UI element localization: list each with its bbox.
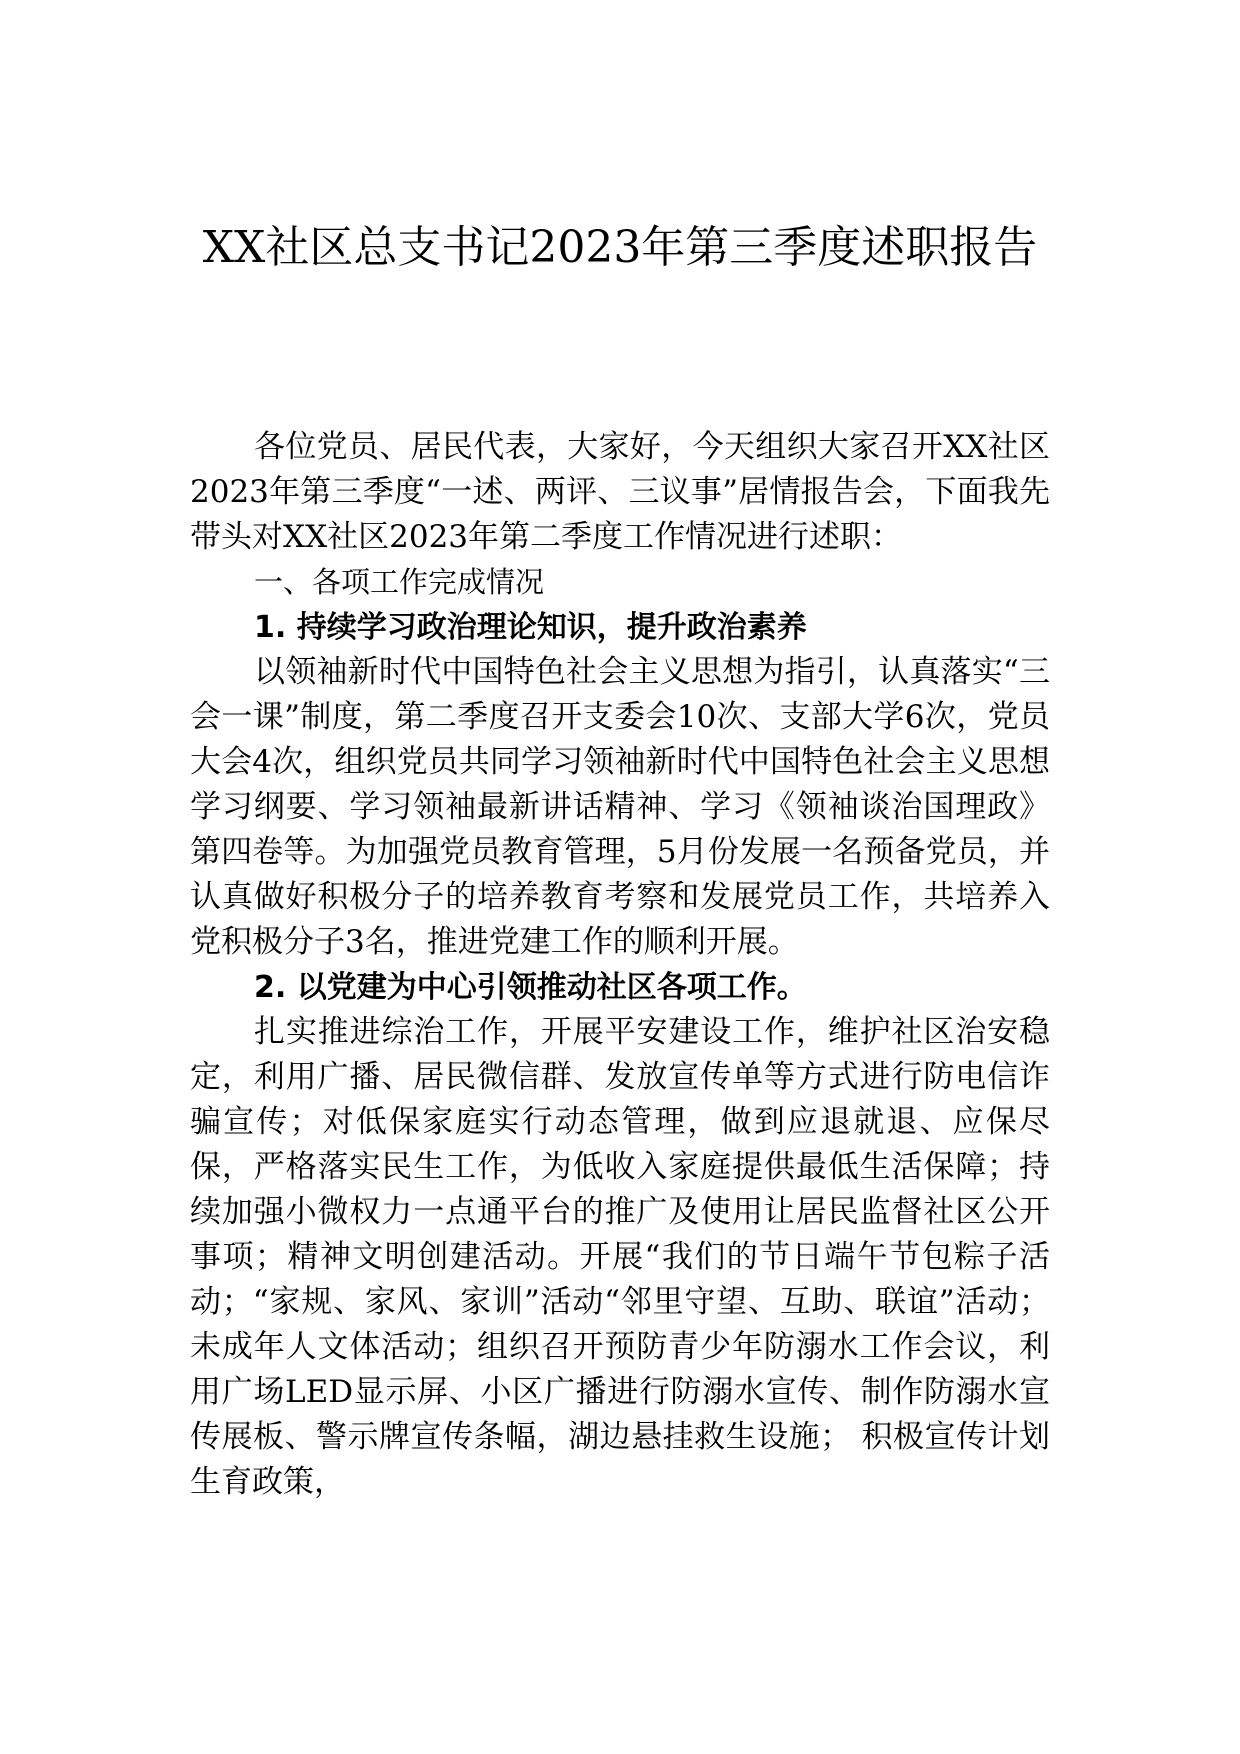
paragraph-2: 扎实推进综治工作，开展平安建设工作，维护社区治安稳定，利用广播、居民微信群、发放宣传单等方式进行防电信诈骗宣传；对低保家庭实行动态管理，做到应退就退、应保尽保，严格落实民生工作，为低收入家庭提供最低生活保障；持续加强小微权力一点通平台的推广及使用让居民监督社区公开事项；精神文明创建活动。开展“我们的节日端午节包粽子活动；“家规、家风、家训”活动“邻里守望、互助、联谊”活动；未成年人文体活动；组织召开预防青少年防溺水工作会议，利用广场LED显示屏、小区广播进行防溺水宣传、制作防溺水宣传展板、警示牌宣传条幅，湖边悬挂救生设施； 积极宣传计划生育政策， (190, 1014, 1050, 1500)
document-title: XX社区总支书记2023年第三季度述职报告 (202, 222, 1038, 273)
subheading-1: 1. 持续学习政治理论知识，提升政治素养 (254, 610, 807, 645)
paragraph-1: 以领袖新时代中国特色社会主义思想为指引，认真落实“三会一课”制度，第二季度召开支委会10次、支部大学6次，党员大会4次，组织党员共同学习领袖新时代中国特色社会主义思想学习纲要、学习领袖最新讲话精神、学习《领袖谈治国理政》第四卷等。为加强党员教育管理，5月份发展一名预备党员，并认真做好积极分子的培养教育考察和发展党员工作，共培养入党积极分子3名，推进党建工作的顺利开展。 (190, 654, 1050, 960)
subheading-2: 2. 以党建为中心引领推动社区各项工作。 (254, 970, 807, 1005)
section-heading: 一、各项工作完成情况 (254, 565, 545, 599)
opening-paragraph: 各位党员、居民代表，大家好，今天组织大家召开XX社区2023年第三季度“一述、两评、三议事”居情报告会，下面我先带头对XX社区2023年第二季度工作情况进行述职： (190, 429, 1050, 555)
document-body (190, 425, 1050, 1505)
